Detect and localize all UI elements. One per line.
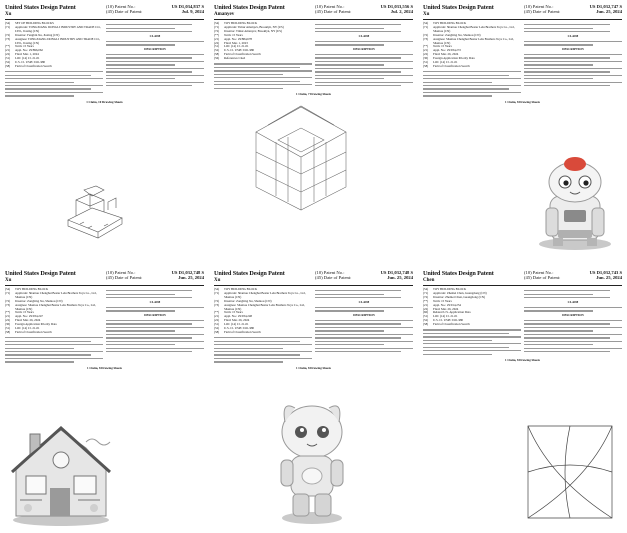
references-text-block [423,329,521,355]
patent-heading: United States Design Patent [214,270,285,277]
field-text: U.S. Cl. USPC D21/480 [433,318,464,323]
bibliographic-fields [5,22,103,69]
bibliographic-fields [5,288,103,335]
bibliographic-field [423,65,521,69]
field-code: (51) [214,322,220,327]
field-code: (21) [214,314,220,319]
field-code: (30) [423,56,429,61]
field-text: TOY BUILDING BLOCK [15,287,49,291]
claims-footer: 1 Claim, 8 Drawing Sheets [505,99,540,104]
description-text-block [106,54,204,87]
patent-number: US D1,032,747 S [589,4,622,9]
description-text-block [524,320,622,353]
bibliographic-column [5,22,103,99]
field-text: Field of Classification Search [433,322,470,327]
patent-page-1 [2,2,207,264]
bibliographic-column [214,288,312,365]
bibliographic-field [214,57,312,61]
claim-text-block [315,41,413,46]
patent-date-row [315,275,413,280]
field-code: (**) [5,310,11,315]
field-text: Inventor: Timur Amanyev, Brooklyn, NY (US) [224,28,283,33]
field-code: (30) [5,322,11,327]
field-text: Filed: Mar. 26, 2024 [15,318,41,323]
field-text: Term: 15 Years [224,32,243,37]
patent-date-row [106,9,204,14]
field-code: (54) [5,287,11,291]
field-code: (**) [423,44,429,49]
claims-column [524,288,622,357]
inventor-surname: Xu [5,278,12,283]
field-code: (22) [423,306,429,311]
bibliographic-column [423,288,521,357]
field-text: Inventor: Fengbin Xu, Jiaxing (CN) [15,32,60,37]
field-text: Term: 15 Years [15,44,34,49]
figure-robot-toy-photo-icon [530,152,620,252]
patent-number-label: (10) Patent No.: [106,270,136,275]
field-text: Applicant: Shantou Chenghai Bestar Lelu Brothers Toys Co., Ltd, Shantou (CN) [433,24,515,33]
claims-footer: 1 Claim, 8 Drawing Sheets [296,365,331,370]
bibliographic-field [5,331,103,335]
field-text: U.S. Cl. USPC D21/480 [224,326,255,331]
field-code: (73) [5,302,11,307]
claim-heading: CLAIM [358,299,370,304]
patent-number-label: (10) Patent No.: [315,4,345,9]
description-heading: DESCRIPTION [562,46,584,51]
field-text: Filed: Mar. 26, 2024 [433,306,459,311]
description-heading: DESCRIPTION [353,46,375,51]
bibliographic-field [423,323,521,327]
field-code: (58) [214,52,220,57]
description-text-block [315,320,413,353]
bibliographic-column [5,288,103,365]
field-code: (52) [423,318,429,323]
field-text: Field of Classification Search [224,52,261,57]
field-code: (21) [214,36,220,41]
claims-column [315,22,413,91]
examiner-text-block [106,290,204,298]
claim-heading: CLAIM [149,33,161,38]
patent-date: Jun. 25, 2024 [178,275,204,280]
field-code: (22) [214,318,220,323]
field-text: Applicant: Shantou Chenghai Bestar Lelu Brothers Toys Co., Ltd, Shantou (CN) [224,290,306,299]
field-text: LOC (14) Cl. 21-01 [224,322,249,327]
field-code: (51) [214,44,220,49]
field-code: (58) [5,329,11,334]
field-code: (71) [423,290,429,295]
claims-column [106,288,204,365]
patent-number: US D1,032,743 S [589,270,622,275]
field-text: Assignee: Shantou Chenghai Bestar Lelu Brothers Toys Co., Ltd, Shantou (CN) [15,302,96,311]
field-text: Field of Classification Search [433,63,470,68]
field-code: (72) [5,32,11,37]
bibliographic-column [423,22,521,99]
inventor-surname: Xu [214,278,221,283]
field-text: Appl. No.: 29/896,062 [15,48,43,53]
field-text: TOY BUILDING BLOCK [433,21,467,25]
field-code: (71) [214,290,220,295]
patent-number-label: (10) Patent No.: [524,270,554,275]
description-heading: DESCRIPTION [144,312,166,317]
field-code: (60) [423,310,429,315]
patent-date-label: (45) Date of Patent: [315,275,352,280]
field-text: Term: 15 Years [224,310,243,315]
patent-page-5 [211,268,416,530]
patent-date-label: (45) Date of Patent: [315,9,352,14]
claim-text-block [315,307,413,312]
field-text: Appl. No.: 29/884,678 [224,36,252,41]
patent-number: US D1,033,556 S [380,4,413,9]
references-text-block [5,71,103,97]
field-text: TOY BUILDING BLOCK [224,287,258,291]
field-code: (54) [423,287,429,291]
inventor-surname: Chen [423,278,435,283]
field-text: LOC (14) Cl. 21-01 [433,314,458,319]
claim-heading: CLAIM [567,33,579,38]
claim-heading: CLAIM [149,299,161,304]
field-text: TOY BUILDING BLOCK [224,21,258,25]
claims-footer: 1 Claim, 8 Drawing Sheets [505,358,540,363]
field-text: Applicant: Shantou Chenghai Bestar Lelu Brothers Toys Co., Ltd, Shantou (CN) [15,290,97,299]
field-code: (56) [214,56,220,61]
field-text: Field of Classification Search [15,63,52,68]
bibliographic-field [5,65,103,69]
field-text: Filed: Mar. 1, 2024 [15,52,39,57]
bibliographic-column [214,22,312,91]
field-text: LOC (14) Cl. 21-01 [15,326,40,331]
description-text-block [315,54,413,87]
inventor-surname: Xu [423,12,430,17]
field-code: (**) [214,32,220,37]
field-code: (72) [5,298,11,303]
field-code: (52) [214,326,220,331]
field-code: (51) [423,60,429,65]
field-text: Inventor: Zongbing Xu, Shantou (CN) [15,298,63,303]
patent-page-2 [211,2,416,264]
patent-heading: United States Design Patent [423,270,494,277]
patent-page-4 [2,268,207,530]
field-text: Term: 15 Years [433,44,452,49]
field-text: Filed: Mar. 1, 2023 [224,40,248,45]
field-text: TOY BUILDING BLOCK [433,287,467,291]
field-code: (54) [214,21,220,25]
patent-date-row [315,9,413,14]
field-code: (21) [5,48,11,53]
field-code: (71) [5,290,11,295]
field-code: (**) [423,298,429,303]
patent-page-6 [420,268,625,530]
field-text: Foreign Application Priority Data [15,322,57,327]
claims-footer: 1 Claim, 7 Drawing Sheets [296,92,331,97]
field-code: (72) [214,298,220,303]
field-code: (22) [423,52,429,57]
field-text: Appl. No.: 29/914,254 [433,302,461,307]
field-code: (72) [423,32,429,37]
description-heading: DESCRIPTION [562,312,584,317]
field-text: Appl. No.: 29/934,248 [224,314,252,319]
references-text-block [5,337,103,363]
figure-house-blocks-photo-icon [6,408,116,528]
patent-date: Jun. 25, 2024 [596,275,622,280]
patent-page-3 [420,2,625,264]
patent-number-label: (10) Patent No.: [106,4,136,9]
field-text: Term: 15 Years [15,310,34,315]
patent-date-row [106,275,204,280]
field-text: Field of Classification Search [224,329,261,334]
field-text: LOC (14) Cl. 21-01 [224,44,249,49]
field-code: (21) [423,48,429,53]
claims-column [106,22,204,99]
patent-date: Jun. 25, 2024 [596,9,622,14]
field-text: LOC (14) Cl. 21-01 [15,56,40,61]
field-code: (58) [214,329,220,334]
bibliographic-fields [423,288,521,327]
field-code: (21) [5,314,11,319]
field-code: (58) [5,63,11,68]
figure-building-blocks-wireframe-icon [60,180,130,242]
field-code: (58) [423,322,429,327]
field-code: (72) [423,294,429,299]
bibliographic-fields [423,22,521,69]
field-text: Assignee: Shantou Chenghai Bestar Lelu Brothers Toys Co., Ltd, Shantou (CN) [224,302,305,311]
claim-heading: CLAIM [358,33,370,38]
field-code: (54) [5,21,11,25]
field-code: (58) [423,63,429,68]
examiner-text-block [106,24,204,32]
claims-footer: 1 Claim, 8 Drawing Sheets [87,365,122,370]
field-text: Foreign Application Priority Data [433,56,475,61]
claim-text-block [106,307,204,312]
field-code: (51) [5,56,11,61]
description-heading: DESCRIPTION [353,312,375,317]
field-code: (54) [423,21,429,25]
field-text: Filed: Mar. 26, 2024 [433,52,459,57]
claim-text-block [524,307,622,312]
patent-date: Jul. 2, 2024 [390,9,413,14]
bibliographic-fields [214,288,312,335]
inventor-surname: Xu [5,12,12,17]
field-code: (54) [214,287,220,291]
field-text: Assignee: Shantou Chenghai Bestar Lelu Brothers Toys Co., Ltd, Shantou (CN) [433,36,514,45]
field-text: Filed: Mar. 26, 2024 [224,318,250,323]
patent-number-label: (10) Patent No.: [524,4,554,9]
field-code: (72) [214,28,220,33]
field-text: Appl. No.: 29/934,247 [15,314,43,319]
field-text: Term: 15 Years [433,298,452,303]
examiner-text-block [315,24,413,32]
patent-heading: United States Design Patent [5,4,76,11]
field-text: References Cited [224,56,246,61]
claims-column [524,22,622,99]
claims-column [315,288,413,365]
field-code: (**) [5,44,11,49]
claims-footer: 1 Claim, 10 Drawing Sheets [86,99,123,104]
field-code: (52) [5,60,11,65]
field-code: (71) [423,24,429,29]
patent-date-row [524,9,622,14]
description-text-block [524,54,622,87]
field-text: Appl. No.: 29/934,272 [433,48,461,53]
patent-heading: United States Design Patent [5,270,76,277]
field-code: (22) [5,52,11,57]
field-code: (51) [5,326,11,331]
field-text: Inventor: Zhemei Chen, Guangdong (CN) [433,294,485,299]
field-code: (71) [214,24,220,29]
field-code: (51) [423,314,429,319]
field-code: (73) [5,36,11,41]
bibliographic-field [214,331,312,335]
patent-date-label: (45) Date of Patent: [524,275,561,280]
field-text: Applicant: Zhemei Chen, Guangdong (CN) [433,290,487,295]
claim-text-block [524,41,622,46]
field-code: (22) [214,40,220,45]
field-text: Inventor: Zongbing Xu, Shantou (CN) [433,32,481,37]
field-code: (52) [214,48,220,53]
figure-curved-panel-wireframe-icon [520,418,620,526]
patent-date: Jun. 25, 2024 [387,275,413,280]
references-text-block [423,71,521,97]
field-code: (21) [423,302,429,307]
claim-text-block [106,41,204,46]
field-code: (73) [214,302,220,307]
examiner-text-block [524,24,622,32]
field-text: SET OF BUILDING BLOCKS [15,21,54,25]
patent-number-label: (10) Patent No.: [315,270,345,275]
examiner-text-block [524,290,622,298]
field-text: U.S. Cl. USPC D21/480 [224,48,255,53]
patent-date-label: (45) Date of Patent: [524,9,561,14]
patent-date-row [524,275,622,280]
references-text-block [214,337,312,363]
patent-date-label: (45) Date of Patent: [106,275,143,280]
bibliographic-fields [214,22,312,61]
field-text: U.S. Cl. USPC D21/480 [15,60,46,65]
patent-number: US D1,032,748 S [380,270,413,275]
field-text: Inventor: Zongbing Xu, Shantou (CN) [224,298,272,303]
description-text-block [106,320,204,353]
figure-character-toy-photo-icon [271,394,353,526]
field-text: Related U.S. Application Data [433,310,471,315]
field-code: (71) [5,24,11,29]
patent-date-label: (45) Date of Patent: [106,9,143,14]
claim-heading: CLAIM [567,299,579,304]
patent-heading: United States Design Patent [214,4,285,11]
field-text: LOC (14) Cl. 21-01 [433,60,458,65]
field-text: Applicant: Timur Amanyev, Brooklyn, NY (US) [224,24,284,29]
patent-number: US D1,034,837 S [171,4,204,9]
patent-number: US D1,032,748 S [171,270,204,275]
field-text: Assignee: TONGXIANG DONGLI INDUSTRY AND TRADE CO., LTD., Jiaxing (CN) [15,36,101,45]
patent-heading: United States Design Patent [423,4,494,11]
field-text: Field of Classification Search [15,329,52,334]
field-code: (22) [5,318,11,323]
field-text: Applicant: TONGXIANG DONGLI INDUSTRY AND TRADE CO., LTD., Jiaxing (CN) [15,24,101,33]
patent-date: Jul. 9, 2024 [181,9,204,14]
examiner-text-block [315,290,413,298]
inventor-surname: Amanyev [214,12,235,17]
field-code: (**) [214,310,220,315]
figure-toy-block-wireframe-icon [246,92,356,212]
references-text-block [214,63,312,89]
field-code: (73) [423,36,429,41]
description-heading: DESCRIPTION [144,46,166,51]
